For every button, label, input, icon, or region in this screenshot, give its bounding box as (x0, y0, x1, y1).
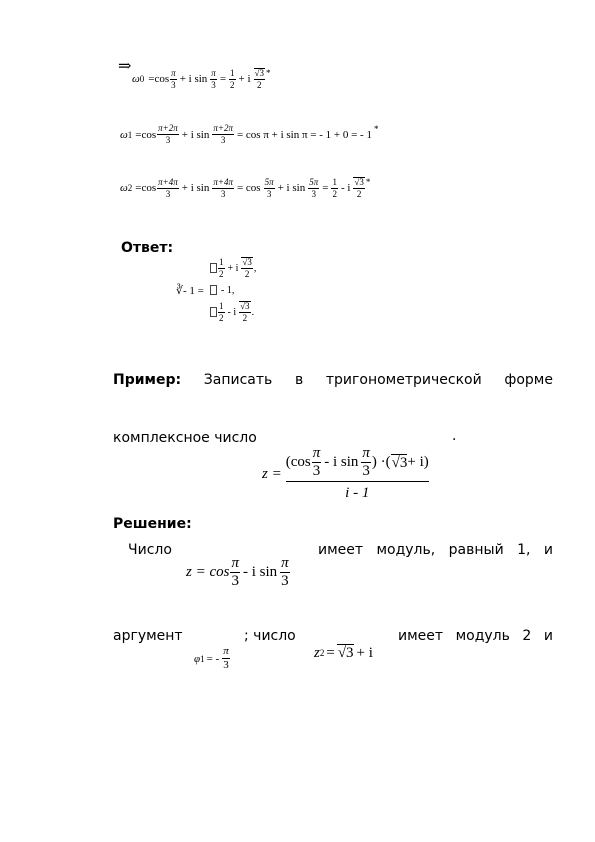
omega1-equation: ω 1 =cos $\frac{\pi+2\pi}{3}$ + i sin $\frac{\pi+2\pi}{3}$ = cos π + i sin π = - 1 + 0 = - 1 * (120, 123, 379, 145)
z-cos-formula: z = cos $\frac{\pi}{3}$ - i sin $\frac{\pi}{3}$ (186, 555, 289, 589)
solution-word-number: Число (128, 542, 172, 558)
example-line: Пример: Записать в тригонометрической форме (113, 372, 553, 388)
argument-word: аргумент (113, 628, 183, 644)
z2-formula: z 2 = √3 + i (314, 644, 373, 661)
example-label: Пример: (113, 372, 182, 388)
omega0-equation: ω 0 = cos $\frac{\pi}{3}$ + i sin $\frac{\pi}{3}$ = $\frac{1}{2}$ + i $\frac{√3}{2}$ * (132, 67, 271, 90)
example-line2: комплексное число (113, 430, 257, 446)
solution-label: Решение: (113, 516, 192, 532)
phi1-formula: φ 1 = - $\frac{\pi}{3}$ (194, 645, 229, 671)
brace-placeholder-icon (210, 263, 217, 273)
omega2-equation: ω 2 =cos $\frac{\pi+4\pi}{3}$ + i sin $\frac{\pi+4\pi}{3}$ = cos $\frac{5\pi}{3}$ + i sin $\frac{5\pi}{3}$ = $\frac{1}{2}$ - i $\frac{√3}{2}$ * (120, 176, 371, 199)
answer-system: $\frac{1}{2}$ + i $\frac{√3}{2}$ , - 1, $\frac{1}{2}$ - i $\frac{√3}{2}$ . (210, 256, 256, 324)
solution-line1-tail: имеет модуль, равный 1, и (318, 542, 553, 558)
answer-label: Ответ: (121, 240, 174, 256)
implies-symbol: ⇒ (118, 58, 132, 75)
solution-line2-tail: имеет модуль 2 и (398, 628, 553, 644)
example-dot: . (452, 428, 457, 444)
brace-placeholder-icon (210, 285, 217, 295)
number-separator: ; число (244, 628, 296, 644)
brace-placeholder-icon (210, 307, 217, 317)
z-formula: z = (cos $\frac{\pi}{3}$ - i sin $\frac{\pi}{3}$ ) ·( √3 + i) i - 1 (262, 445, 429, 501)
answer-cube-root: ∛- 1 = (176, 285, 204, 297)
